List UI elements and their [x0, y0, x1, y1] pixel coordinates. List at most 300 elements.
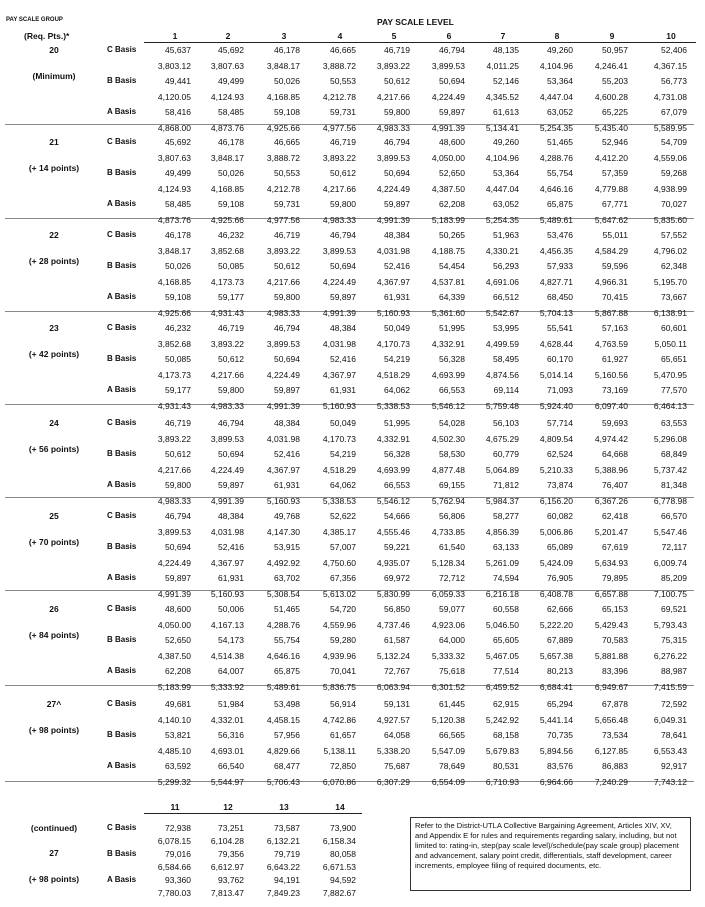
monthly-salary-cell: 7,100.75	[653, 588, 687, 599]
monthly-salary-cell: 4,140.10	[157, 714, 191, 725]
monthly-salary-cell: 5,132.24	[376, 650, 410, 661]
annual-salary-cell: 59,897	[218, 480, 244, 490]
monthly-salary-cell: 3,807.63	[210, 60, 244, 71]
pay-scale-group-number: 20	[49, 45, 59, 55]
monthly-salary-cell: 5,830.99	[376, 588, 410, 599]
monthly-salary-cell: 4,693.99	[431, 369, 465, 380]
annual-salary-cell: 61,931	[384, 292, 410, 302]
annual-salary-cell: 72,712	[439, 573, 465, 583]
pay-scale-group-points: (+ 70 points)	[28, 537, 80, 547]
annual-salary-cell: 64,668	[602, 449, 628, 459]
basis-label: B Basis	[107, 261, 137, 270]
annual-salary-cell: 61,445	[439, 699, 465, 709]
annual-salary-cell: 46,794	[218, 418, 244, 428]
annual-salary-cell: 65,651	[661, 354, 687, 364]
pay-scale-group-number: 27	[49, 848, 59, 858]
monthly-salary-cell: 4,031.98	[266, 433, 300, 444]
annual-salary-cell: 52,650	[439, 168, 465, 178]
pay-scale-group-number: 22	[49, 230, 59, 240]
pay-scale-group-number: 21	[49, 137, 59, 147]
annual-salary-cell: 59,897	[274, 385, 300, 395]
annual-salary-cell: 61,540	[439, 542, 465, 552]
monthly-salary-cell: 7,849.23	[266, 887, 300, 898]
annual-salary-cell: 79,895	[602, 573, 628, 583]
annual-salary-cell: 50,612	[330, 168, 356, 178]
monthly-salary-cell: 5,546.12	[431, 400, 465, 411]
pay-scale-group-points: (+ 98 points)	[28, 874, 80, 884]
monthly-salary-cell: 3,899.53	[157, 526, 191, 537]
monthly-salary-cell: 4,217.66	[376, 91, 410, 102]
monthly-salary-cell: 3,807.63	[157, 152, 191, 163]
annual-salary-cell: 63,592	[165, 761, 191, 771]
annual-salary-cell: 50,553	[274, 168, 300, 178]
monthly-salary-cell: 4,514.38	[210, 650, 244, 661]
basis-label: C Basis	[107, 699, 137, 708]
monthly-salary-cell: 5,647.62	[594, 214, 628, 225]
annual-salary-cell: 49,441	[165, 76, 191, 86]
annual-salary-cell: 51,995	[439, 323, 465, 333]
annual-salary-cell: 73,900	[330, 823, 356, 833]
annual-salary-cell: 50,085	[218, 261, 244, 271]
monthly-salary-cell: 4,873.76	[157, 214, 191, 225]
monthly-salary-cell: 5,160.93	[322, 400, 356, 411]
basis-label: A Basis	[107, 761, 137, 770]
basis-label: B Basis	[107, 449, 137, 458]
annual-salary-cell: 60,779	[493, 449, 519, 459]
monthly-salary-cell: 3,893.22	[322, 152, 356, 163]
monthly-salary-cell: 3,852.68	[157, 338, 191, 349]
monthly-salary-cell: 4,502.30	[431, 433, 465, 444]
annual-salary-cell: 49,260	[493, 137, 519, 147]
annual-salary-cell: 62,348	[661, 261, 687, 271]
basis-label: A Basis	[107, 573, 137, 582]
level-column-number: 5	[391, 31, 397, 41]
monthly-salary-cell: 4,224.49	[210, 464, 244, 475]
annual-salary-cell: 70,415	[602, 292, 628, 302]
basis-label: C Basis	[107, 823, 137, 832]
annual-salary-cell: 62,915	[493, 699, 519, 709]
annual-salary-cell: 70,735	[547, 730, 573, 740]
annual-salary-cell: 46,719	[218, 323, 244, 333]
annual-salary-cell: 55,541	[547, 323, 573, 333]
monthly-salary-cell: 5,441.14	[539, 714, 573, 725]
monthly-salary-cell: 4,224.49	[431, 91, 465, 102]
monthly-salary-cell: 4,288.76	[539, 152, 573, 163]
monthly-salary-cell: 4,877.48	[431, 464, 465, 475]
monthly-salary-cell: 5,388.96	[594, 464, 628, 475]
monthly-salary-cell: 4,492.92	[266, 557, 300, 568]
annual-salary-cell: 61,613	[493, 107, 519, 117]
pay-scale-group-number: 25	[49, 511, 59, 521]
monthly-salary-cell: 3,888.72	[322, 60, 356, 71]
annual-salary-cell: 60,558	[493, 604, 519, 614]
annual-salary-cell: 45,637	[165, 45, 191, 55]
monthly-salary-cell: 5,254.35	[485, 214, 519, 225]
level-column-number: 10	[666, 31, 676, 41]
monthly-salary-cell: 6,307.29	[376, 776, 410, 787]
annual-salary-cell: 50,694	[384, 168, 410, 178]
annual-salary-cell: 53,476	[547, 230, 573, 240]
monthly-salary-cell: 5,542.67	[485, 307, 519, 318]
monthly-salary-cell: 4,212.78	[322, 91, 356, 102]
annual-salary-cell: 46,719	[330, 137, 356, 147]
annual-salary-cell: 80,058	[330, 849, 356, 859]
annual-salary-cell: 59,177	[218, 292, 244, 302]
annual-salary-cell: 72,117	[661, 542, 687, 552]
monthly-salary-cell: 5,657.38	[539, 650, 573, 661]
annual-salary-cell: 53,364	[493, 168, 519, 178]
annual-salary-cell: 67,878	[602, 699, 628, 709]
annual-salary-cell: 50,553	[330, 76, 356, 86]
monthly-salary-cell: 4,031.98	[376, 245, 410, 256]
annual-salary-cell: 52,406	[661, 45, 687, 55]
annual-salary-cell: 59,108	[274, 107, 300, 117]
annual-salary-cell: 94,191	[274, 875, 300, 885]
monthly-salary-cell: 3,899.53	[266, 338, 300, 349]
monthly-salary-cell: 5,195.70	[653, 276, 687, 287]
basis-label: A Basis	[107, 385, 137, 394]
annual-salary-cell: 65,875	[547, 199, 573, 209]
annual-salary-cell: 50,049	[330, 418, 356, 428]
monthly-salary-cell: 4,104.96	[539, 60, 573, 71]
monthly-salary-cell: 5,201.47	[594, 526, 628, 537]
monthly-salary-cell: 5,183.99	[431, 214, 465, 225]
annual-salary-cell: 80,213	[547, 666, 573, 676]
annual-salary-cell: 50,265	[439, 230, 465, 240]
monthly-salary-cell: 3,803.12	[157, 60, 191, 71]
monthly-salary-cell: 5,867.88	[594, 307, 628, 318]
annual-salary-cell: 52,416	[218, 542, 244, 552]
annual-salary-cell: 92,917	[661, 761, 687, 771]
annual-salary-cell: 54,219	[330, 449, 356, 459]
continued-label: (continued)	[30, 823, 78, 833]
monthly-salary-cell: 5,160.93	[376, 307, 410, 318]
annual-salary-cell: 51,465	[274, 604, 300, 614]
monthly-salary-cell: 4,974.42	[594, 433, 628, 444]
annual-salary-cell: 54,219	[384, 354, 410, 364]
annual-salary-cell: 54,028	[439, 418, 465, 428]
basis-label: A Basis	[107, 666, 137, 675]
annual-salary-cell: 56,293	[493, 261, 519, 271]
annual-salary-cell: 67,889	[547, 635, 573, 645]
monthly-salary-cell: 5,242.92	[485, 714, 519, 725]
monthly-salary-cell: 4,983.33	[322, 214, 356, 225]
monthly-salary-cell: 5,467.05	[485, 650, 519, 661]
monthly-salary-cell: 5,546.12	[376, 495, 410, 506]
annual-salary-cell: 62,418	[602, 511, 628, 521]
annual-salary-cell: 46,665	[274, 137, 300, 147]
monthly-salary-cell: 4,856.39	[485, 526, 519, 537]
monthly-salary-cell: 4,966.31	[594, 276, 628, 287]
annual-salary-cell: 57,552	[661, 230, 687, 240]
monthly-salary-cell: 6,097.40	[594, 400, 628, 411]
annual-salary-cell: 73,667	[661, 292, 687, 302]
annual-salary-cell: 46,719	[384, 45, 410, 55]
monthly-salary-cell: 4,737.46	[376, 619, 410, 630]
basis-label: A Basis	[107, 199, 137, 208]
annual-salary-cell: 70,041	[330, 666, 356, 676]
monthly-salary-cell: 3,893.22	[157, 433, 191, 444]
monthly-salary-cell: 6,554.09	[431, 776, 465, 787]
annual-salary-cell: 70,027	[661, 199, 687, 209]
monthly-salary-cell: 4,104.96	[485, 152, 519, 163]
annual-salary-cell: 65,875	[274, 666, 300, 676]
level-column-number: 11	[170, 802, 180, 812]
annual-salary-cell: 61,931	[330, 385, 356, 395]
annual-salary-cell: 72,850	[330, 761, 356, 771]
monthly-salary-cell: 6,671.53	[322, 861, 356, 872]
monthly-salary-cell: 4,977.56	[322, 122, 356, 133]
monthly-salary-cell: 6,049.31	[653, 714, 687, 725]
monthly-salary-cell: 5,338.53	[322, 495, 356, 506]
cba-reference-note: Refer to the District-UTLA Collective Bargaining Agreement, Articles XIV, XV, and Appendix E for rules and requirements regarding salary, including, but not limited to: rating-in, step(pay scale level)/schedule(pay scale group) placement and advancement, salary point credit, differentials, staff development, career increments, employee filing of required documents, etc.	[410, 817, 691, 891]
level-column-number: 14	[335, 802, 345, 812]
annual-salary-cell: 75,687	[384, 761, 410, 771]
monthly-salary-cell: 4,991.39	[376, 214, 410, 225]
annual-salary-cell: 65,153	[602, 604, 628, 614]
annual-salary-cell: 56,328	[439, 354, 465, 364]
annual-salary-cell: 52,146	[493, 76, 519, 86]
monthly-salary-cell: 5,050.11	[654, 338, 687, 349]
monthly-salary-cell: 4,212.78	[266, 183, 300, 194]
annual-salary-cell: 66,565	[439, 730, 465, 740]
monthly-salary-cell: 6,464.13	[653, 400, 687, 411]
monthly-salary-cell: 4,412.20	[594, 152, 628, 163]
monthly-salary-cell: 4,733.85	[431, 526, 465, 537]
monthly-salary-cell: 4,559.96	[322, 619, 356, 630]
annual-salary-cell: 65,294	[547, 699, 573, 709]
monthly-salary-cell: 6,216.18	[485, 588, 519, 599]
monthly-salary-cell: 4,147.30	[266, 526, 300, 537]
annual-salary-cell: 59,731	[274, 199, 300, 209]
basis-label: C Basis	[107, 418, 137, 427]
monthly-salary-cell: 4,518.29	[376, 369, 410, 380]
monthly-salary-cell: 5,634.93	[594, 557, 628, 568]
level-column-number: 3	[281, 31, 287, 41]
pay-scale-group-number: 26	[49, 604, 59, 614]
basis-label: B Basis	[107, 635, 137, 644]
monthly-salary-cell: 5,296.08	[653, 433, 687, 444]
annual-salary-cell: 46,794	[274, 323, 300, 333]
monthly-salary-cell: 4,991.39	[266, 400, 300, 411]
annual-salary-cell: 69,114	[493, 385, 519, 395]
annual-salary-cell: 59,897	[439, 107, 465, 117]
annual-salary-cell: 66,540	[218, 761, 244, 771]
annual-salary-cell: 81,348	[661, 480, 687, 490]
annual-salary-cell: 59,108	[165, 292, 191, 302]
annual-salary-cell: 50,006	[218, 604, 244, 614]
annual-salary-cell: 49,499	[165, 168, 191, 178]
annual-salary-cell: 50,026	[165, 261, 191, 271]
basis-label: B Basis	[107, 849, 137, 858]
annual-salary-cell: 65,225	[602, 107, 628, 117]
monthly-salary-cell: 5,894.56	[539, 745, 573, 756]
monthly-salary-cell: 6,301.52	[431, 681, 465, 692]
monthly-salary-cell: 6,408.78	[539, 588, 573, 599]
annual-salary-cell: 49,260	[547, 45, 573, 55]
pay-scale-group-points: (+ 56 points)	[28, 444, 80, 454]
monthly-salary-cell: 5,361.60	[431, 307, 465, 318]
annual-salary-cell: 63,052	[547, 107, 573, 117]
annual-salary-cell: 48,600	[439, 137, 465, 147]
monthly-salary-cell: 7,743.12	[653, 776, 687, 787]
annual-salary-cell: 58,485	[218, 107, 244, 117]
basis-label: B Basis	[107, 542, 137, 551]
monthly-salary-cell: 4,983.33	[210, 400, 244, 411]
basis-label: A Basis	[107, 875, 137, 884]
annual-salary-cell: 52,416	[274, 449, 300, 459]
annual-salary-cell: 73,251	[218, 823, 244, 833]
annual-salary-cell: 59,897	[384, 199, 410, 209]
level-column-number: 2	[225, 31, 231, 41]
annual-salary-cell: 73,169	[602, 385, 628, 395]
monthly-salary-cell: 4,217.66	[266, 276, 300, 287]
monthly-salary-cell: 4,168.85	[210, 183, 244, 194]
monthly-salary-cell: 6,553.43	[653, 745, 687, 756]
monthly-salary-cell: 5,656.48	[594, 714, 628, 725]
annual-salary-cell: 53,498	[274, 699, 300, 709]
annual-salary-cell: 72,767	[384, 666, 410, 676]
monthly-salary-cell: 4,332.91	[376, 433, 410, 444]
annual-salary-cell: 76,407	[602, 480, 628, 490]
annual-salary-cell: 59,897	[165, 573, 191, 583]
annual-salary-cell: 46,178	[218, 137, 244, 147]
annual-salary-cell: 63,052	[493, 199, 519, 209]
monthly-salary-cell: 4,923.06	[431, 619, 465, 630]
annual-salary-cell: 55,203	[602, 76, 628, 86]
annual-salary-cell: 54,709	[661, 137, 687, 147]
pay-scale-group-points: (+ 42 points)	[28, 349, 80, 359]
monthly-salary-cell: 5,160.93	[266, 495, 300, 506]
annual-salary-cell: 83,576	[547, 761, 573, 771]
monthly-salary-cell: 5,046.50	[485, 619, 519, 630]
annual-salary-cell: 48,384	[384, 230, 410, 240]
annual-salary-cell: 46,794	[165, 511, 191, 521]
annual-salary-cell: 46,665	[330, 45, 356, 55]
pay-scale-group-number: 23	[49, 323, 59, 333]
annual-salary-cell: 59,800	[274, 292, 300, 302]
annual-salary-cell: 59,897	[330, 292, 356, 302]
pay-scale-group-header: PAY SCALE GROUP	[6, 17, 63, 23]
monthly-salary-cell: 4,646.16	[266, 650, 300, 661]
monthly-salary-cell: 5,222.20	[539, 619, 573, 630]
annual-salary-cell: 50,694	[439, 76, 465, 86]
monthly-salary-cell: 4,518.29	[322, 464, 356, 475]
annual-salary-cell: 72,938	[165, 823, 191, 833]
annual-salary-cell: 58,495	[493, 354, 519, 364]
monthly-salary-cell: 4,367.15	[653, 60, 687, 71]
monthly-salary-cell: 5,338.20	[376, 745, 410, 756]
annual-salary-cell: 50,612	[274, 261, 300, 271]
annual-salary-cell: 50,612	[218, 354, 244, 364]
monthly-salary-cell: 5,338.53	[376, 400, 410, 411]
annual-salary-cell: 46,719	[165, 418, 191, 428]
monthly-salary-cell: 5,836.75	[322, 681, 356, 692]
monthly-salary-cell: 6,657.88	[594, 588, 628, 599]
monthly-salary-cell: 7,813.47	[210, 887, 244, 898]
req-points-header: (Req. Pts.)*	[24, 31, 70, 41]
monthly-salary-cell: 4,938.99	[653, 183, 687, 194]
monthly-salary-cell: 7,882.67	[322, 887, 356, 898]
annual-salary-cell: 48,600	[165, 604, 191, 614]
annual-salary-cell: 61,657	[330, 730, 356, 740]
annual-salary-cell: 48,384	[274, 418, 300, 428]
monthly-salary-cell: 5,435.40	[594, 122, 628, 133]
monthly-salary-cell: 5,333.32	[431, 650, 465, 661]
annual-salary-cell: 64,058	[384, 730, 410, 740]
level-column-number: 7	[500, 31, 506, 41]
annual-salary-cell: 63,702	[274, 573, 300, 583]
monthly-salary-cell: 4,628.44	[539, 338, 573, 349]
basis-label: C Basis	[107, 45, 137, 54]
annual-salary-cell: 57,956	[274, 730, 300, 740]
level-column-number: 8	[554, 31, 560, 41]
basis-label: B Basis	[107, 76, 137, 85]
monthly-salary-cell: 5,064.89	[485, 464, 519, 475]
annual-salary-cell: 59,221	[384, 542, 410, 552]
annual-salary-cell: 59,596	[602, 261, 628, 271]
monthly-salary-cell: 4,224.49	[157, 557, 191, 568]
annual-salary-cell: 77,514	[493, 666, 519, 676]
monthly-salary-cell: 4,925.66	[210, 214, 244, 225]
monthly-salary-cell: 5,160.93	[210, 588, 244, 599]
annual-salary-cell: 51,995	[384, 418, 410, 428]
monthly-salary-cell: 5,128.34	[431, 557, 465, 568]
annual-salary-cell: 49,499	[218, 76, 244, 86]
annual-salary-cell: 67,079	[661, 107, 687, 117]
monthly-salary-cell: 4,330.21	[485, 245, 519, 256]
monthly-salary-cell: 4,939.96	[322, 650, 356, 661]
basis-label: C Basis	[107, 137, 137, 146]
annual-salary-cell: 60,170	[547, 354, 573, 364]
annual-salary-cell: 93,360	[165, 875, 191, 885]
monthly-salary-cell: 3,848.17	[210, 152, 244, 163]
annual-salary-cell: 52,416	[330, 354, 356, 364]
monthly-salary-cell: 4,367.97	[376, 276, 410, 287]
annual-salary-cell: 57,007	[330, 542, 356, 552]
annual-salary-cell: 59,800	[384, 107, 410, 117]
annual-salary-cell: 50,612	[384, 76, 410, 86]
monthly-salary-cell: 4,693.01	[210, 745, 244, 756]
monthly-salary-cell: 4,170.73	[376, 338, 410, 349]
monthly-salary-cell: 4,584.29	[594, 245, 628, 256]
continued-header-rule	[144, 813, 362, 814]
annual-salary-cell: 48,384	[330, 323, 356, 333]
monthly-salary-cell: 5,489.61	[266, 681, 300, 692]
annual-salary-cell: 74,594	[493, 573, 519, 583]
monthly-salary-cell: 6,138.91	[653, 307, 687, 318]
monthly-salary-cell: 5,470.95	[653, 369, 687, 380]
annual-salary-cell: 54,666	[384, 511, 410, 521]
pay-scale-group-number: 24	[49, 418, 59, 428]
monthly-salary-cell: 4,367.97	[266, 464, 300, 475]
level-column-number: 4	[337, 31, 343, 41]
monthly-salary-cell: 4,217.66	[322, 183, 356, 194]
annual-salary-cell: 52,650	[165, 635, 191, 645]
annual-salary-cell: 68,158	[493, 730, 519, 740]
monthly-salary-cell: 4,796.02	[653, 245, 687, 256]
annual-salary-cell: 46,232	[218, 230, 244, 240]
annual-salary-cell: 71,093	[547, 385, 573, 395]
monthly-salary-cell: 5,793.43	[653, 619, 687, 630]
annual-salary-cell: 55,754	[547, 168, 573, 178]
monthly-salary-cell: 6,063.94	[376, 681, 410, 692]
annual-salary-cell: 68,849	[661, 449, 687, 459]
monthly-salary-cell: 3,899.53	[322, 245, 356, 256]
annual-salary-cell: 62,524	[547, 449, 573, 459]
annual-salary-cell: 55,011	[602, 230, 628, 240]
annual-salary-cell: 50,026	[274, 76, 300, 86]
